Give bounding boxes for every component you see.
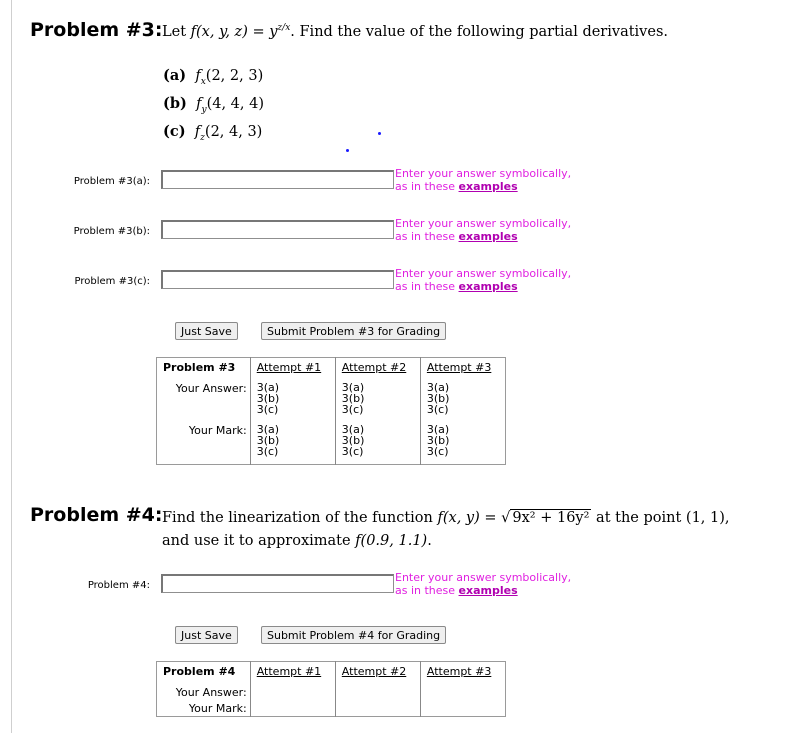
problem-3-heading: Problem #3: [30, 19, 163, 41]
hint-3b: Enter your answer symbolically, as in these examples [395, 217, 572, 243]
approximation-target: f(0.9, 1.1) [355, 533, 428, 549]
attempt-1-mark [250, 700, 335, 717]
answer-label-3c: Problem #3(c): [74, 276, 150, 287]
answer-input-3a[interactable] [161, 170, 394, 189]
function-lhs: f(x, y) = [437, 510, 502, 526]
answer-label-3a: Problem #3(a): [73, 176, 150, 187]
attempt-2-link[interactable]: Attempt #2 [341, 665, 407, 678]
attempt-3-answers: 3(a) 3(b) 3(c) [426, 380, 450, 416]
just-save-button-3[interactable]: Just Save [175, 322, 238, 340]
attempt-2-answer [335, 684, 420, 700]
attempts-table-3 [156, 357, 506, 465]
statement-suffix: . Find the value of the following partial derivatives. [290, 23, 668, 40]
radicand: 9x² + 16y² [512, 510, 590, 526]
problem-4-heading: Problem #4: [30, 504, 163, 526]
answer-input-3b[interactable] [161, 220, 394, 239]
answer-input-4[interactable] [161, 574, 394, 593]
partial-derivative-list [163, 67, 264, 151]
part-c: (c) $f_z(2$, 4, 3) [163, 123, 263, 143]
hint-4: Enter your answer symbolically, as in these examples [395, 571, 572, 597]
hint-3a: Enter your answer symbolically, as in these examples [395, 167, 572, 193]
attempt-1-link[interactable]: Attempt #1 [256, 361, 322, 374]
hint-3c: Enter your answer symbolically, as in these examples [395, 267, 572, 293]
examples-link[interactable]: examples [458, 584, 518, 597]
answer-label-4: Problem #4: [87, 580, 150, 591]
attempt-1-marks: 3(a) 3(b) 3(c) [250, 420, 335, 464]
submit-problem-4-button[interactable]: Submit Problem #4 for Grading [261, 626, 446, 644]
attempt-3-link[interactable]: Attempt #3 [426, 361, 492, 374]
attempt-3-answer [420, 684, 505, 700]
attempt-3-marks: 3(a) 3(b) 3(c) [426, 423, 450, 459]
attempt-2-link[interactable]: Attempt #2 [341, 361, 407, 374]
attempt-1-link[interactable]: Attempt #1 [256, 665, 322, 678]
part-b: (b) $f_y(4$, 4, 4) [163, 95, 264, 115]
submit-problem-3-button[interactable]: Submit Problem #3 for Grading [261, 322, 446, 340]
examples-link[interactable]: examples [458, 180, 518, 193]
table-title: Problem #3 [157, 358, 251, 382]
attempt-2-answers: 3(a) 3(b) 3(c) [335, 382, 420, 421]
left-border-line [11, 0, 12, 733]
function-exponent: z/x [277, 23, 291, 33]
examples-link[interactable]: examples [458, 230, 518, 243]
problem-3-statement [162, 23, 668, 40]
stray-dot [346, 149, 349, 152]
attempt-2-mark [335, 700, 420, 717]
statement-prefix: Let [162, 23, 191, 40]
attempt-1-answer [250, 684, 335, 700]
attempt-3-link[interactable]: Attempt #3 [426, 665, 492, 678]
just-save-button-4[interactable]: Just Save [175, 626, 238, 644]
attempts-table-4 [156, 661, 506, 717]
stray-dot [378, 132, 381, 135]
your-answer-label: Your Answer: [157, 684, 251, 700]
attempt-1-answers: 3(a) 3(b) 3(c) [250, 382, 335, 421]
problem-4-statement-line2: and use it to approximate f(0.9, 1.1). [162, 533, 432, 549]
table-title: Problem #4 [157, 662, 251, 684]
answer-label-3b: Problem #3(b): [73, 226, 150, 237]
your-mark-label: Your Mark: [157, 700, 251, 717]
your-mark-label: Your Mark: [157, 420, 251, 464]
attempt-3-mark [420, 700, 505, 717]
part-a: (a) $f_x(2$, 2, 3) [163, 67, 264, 87]
examples-link[interactable]: examples [458, 280, 518, 293]
your-answer-label: Your Answer: [157, 382, 251, 421]
attempt-2-marks: 3(a) 3(b) 3(c) [335, 420, 420, 464]
function-definition: f(x, y, z) = y [190, 23, 278, 40]
problem-4-statement-line1: Find the linearization of the function f(x, y) = √ 9x² + 16y² at the point (1, 1), [162, 510, 730, 526]
answer-input-3c[interactable] [161, 270, 394, 289]
